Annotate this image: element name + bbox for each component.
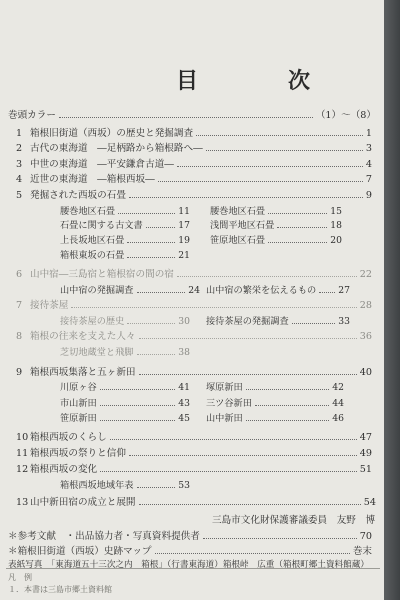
leader-dots [129,197,363,198]
toc-entry[interactable] [16,494,376,508]
entry-page: 54 [363,497,376,508]
toc-subentry[interactable] [210,217,342,231]
toc-subentry[interactable] [60,395,190,409]
subentry-label: 山中宿の繁栄を伝えるもの [206,285,317,296]
leader-dots [100,420,176,421]
entry-label: ＊参考文献 ・出品協力者・写真資料提供者 [8,531,200,542]
subentry-label: 芝切地蔵堂と飛脚 [60,347,134,358]
leader-dots [155,553,350,554]
entry-number: 1 [16,128,23,139]
subentry-label: 腰巻地区石畳 [210,206,266,217]
notes-line: １．本書は三島市郷土資料館 [8,585,112,594]
toc-entry[interactable] [16,156,372,170]
toc-subentry[interactable] [210,203,342,217]
toc-subentry[interactable] [60,217,190,231]
entry-label: 山中新田宿の成立と展開 [30,497,136,508]
toc-subentry[interactable] [60,282,200,296]
subentry-label: 三ツ谷新田 [206,398,252,409]
book-spine-shadow [384,0,400,600]
page-title: 目 次 [176,68,345,94]
leader-dots [127,323,175,324]
toc-subentry[interactable] [206,379,344,393]
entry-page: 22 [359,269,372,280]
subentry-label: 上長坂地区石畳 [60,235,125,246]
toc-subentry[interactable] [60,477,190,491]
toc-subentry[interactable] [206,313,350,327]
toc-entry[interactable] [16,461,372,475]
entry-number: 13 [16,497,29,508]
entry-page: 4 [365,159,372,170]
leader-dots [177,276,357,277]
subentry-label: 市山新田 [60,398,97,409]
entry-label: 中世の東海道 ―平安鎌倉古道― [30,159,174,170]
subentry-label: 笹原新田 [60,413,97,424]
toc-subentry[interactable] [60,247,190,261]
entry-number: 11 [16,448,29,459]
entry-page: 49 [359,448,372,459]
toc-entry[interactable] [16,297,372,311]
subentry-page: 30 [178,316,190,327]
toc-entry[interactable] [16,429,372,443]
leader-dots [139,504,361,505]
entry-page: 70 [359,531,372,542]
entry-label: 箱根西坂のくらし [30,432,107,443]
entry-number: 12 [16,464,29,475]
leader-dots [139,374,357,375]
entry-number: 8 [16,331,23,342]
leader-dots [158,181,363,182]
toc-entry[interactable] [16,171,372,185]
explanatory-notes [6,568,380,600]
leader-dots [59,117,313,118]
leader-dots [319,292,335,293]
subentry-label: 川原ヶ谷 [60,382,97,393]
subentry-label: 笹原地区石畳 [210,235,266,246]
subentry-page: 11 [178,206,190,217]
leader-dots [71,307,356,308]
leader-dots [203,538,357,539]
entry-label: 近世の東海道 ―箱根西坂― [30,174,155,185]
leader-dots [129,455,357,456]
subentry-label: 山中宿の発掘調査 [60,285,134,296]
subentry-page: 20 [330,235,342,246]
toc-subentry[interactable] [60,313,190,327]
subentry-label: 箱根西坂地域年表 [60,480,134,491]
subentry-page: 15 [330,206,342,217]
entry-page: 47 [359,432,372,443]
subentry-page: 43 [178,398,190,409]
entry-label: ＊箱根旧街道（西坂）史跡マップ [8,546,152,557]
entry-page: （1）〜（8） [315,110,376,121]
subentry-label: 箱根東坂の石畳 [60,250,125,261]
leader-dots [206,150,363,151]
leader-dots [246,420,330,421]
toc-subentry[interactable] [60,232,190,246]
toc-subentry[interactable] [60,203,190,217]
entry-label: 山中宿―三島宿と箱根宿の間の宿 [30,269,174,280]
author-credit: 三島市文化財保護審議委員 友野 博 [212,515,376,526]
toc-entry[interactable] [16,140,372,154]
leader-dots [100,389,176,390]
entry-page: 36 [359,331,372,342]
toc-entry[interactable] [16,125,372,139]
leader-dots [137,487,176,488]
entry-page: 3 [365,143,372,154]
subentry-page: 18 [330,220,342,231]
notes-heading: 凡 例 [8,573,32,582]
entry-page: 40 [359,367,372,378]
subentry-page: 53 [178,480,190,491]
leader-dots [246,389,330,390]
toc-entry[interactable] [16,187,372,201]
leader-dots [137,354,176,355]
leader-dots [100,405,176,406]
toc-entry[interactable] [8,107,376,121]
subentry-label: 浅間平地区石畳 [210,220,275,231]
toc-subentry[interactable] [60,410,190,424]
entry-number: 9 [16,367,23,378]
subentry-page: 38 [178,347,190,358]
leader-dots [110,439,357,440]
subentry-page: 33 [338,316,350,327]
toc-entry[interactable] [8,528,372,542]
subentry-page: 44 [332,398,344,409]
toc-subentry[interactable] [206,410,344,424]
entry-number: 3 [16,159,23,170]
leader-dots [137,292,186,293]
entry-page: 1 [365,128,372,139]
leader-dots [127,242,175,243]
leader-dots [118,213,175,214]
subentry-page: 17 [178,220,190,231]
entry-label: 発掘された西坂の石畳 [30,190,126,201]
entry-label: 箱根西坂集落と五ヶ新田 [30,367,136,378]
leader-dots [292,323,336,324]
entry-page: 51 [359,464,372,475]
toc-subentry[interactable] [60,344,190,358]
subentry-page: 24 [188,285,200,296]
cover-photo-credit: 表紙写真 「東海道五十三次之内 箱根」（行書東海道）箱根峠 広重（箱根町郷土資料館蔵） [8,560,369,570]
entry-label: 巻頭カラー [8,110,56,121]
toc-entry[interactable] [16,364,372,378]
entry-page: 28 [359,300,372,311]
entry-page: 9 [365,190,372,201]
leader-dots [177,166,363,167]
toc-subentry[interactable] [206,395,344,409]
entry-number: 10 [16,432,29,443]
leader-dots [268,242,327,243]
entry-number: 5 [16,190,23,201]
leader-dots [127,257,175,258]
entry-label: 箱根西坂の祭りと信仰 [30,448,126,459]
subentry-page: 27 [338,285,350,296]
entry-number: 6 [16,269,23,280]
leader-dots [100,471,357,472]
subentry-page: 46 [332,413,344,424]
entry-number: 7 [16,300,23,311]
subentry-label: 山中新田 [206,413,243,424]
entry-label: 箱根西坂の変化 [30,464,98,475]
entry-page: 巻末 [352,546,372,557]
toc-subentry[interactable] [206,282,350,296]
toc-entry[interactable] [16,445,372,459]
subentry-label: 腰巻地区石畳 [60,206,116,217]
entry-number: 2 [16,143,23,154]
subentry-label: 塚原新田 [206,382,243,393]
subentry-page: 42 [332,382,344,393]
leader-dots [268,213,327,214]
leader-dots [277,227,327,228]
entry-label: 接待茶屋 [30,300,69,311]
entry-label: 箱根旧街道（西坂）の歴史と発掘調査 [30,128,194,139]
subentry-page: 41 [178,382,190,393]
subentry-label: 接待茶屋の発掘調査 [206,316,289,327]
toc-subentry[interactable] [210,232,342,246]
toc-entry[interactable] [16,328,372,342]
entry-label: 箱根の往来を支えた人々 [30,331,136,342]
entry-label: 古代の東海道 ―足柄路から箱根路へ― [30,143,203,154]
leader-dots [255,405,329,406]
entry-page: 7 [365,174,372,185]
leader-dots [196,135,363,136]
subentry-label: 接待茶屋の歴史 [60,316,125,327]
toc-entry[interactable] [16,266,372,280]
subentry-label: 石畳に関する古文書 [60,220,143,231]
toc-subentry[interactable] [60,379,190,393]
subentry-page: 21 [178,250,190,261]
leader-dots [139,338,357,339]
subentry-page: 19 [178,235,190,246]
toc-entry[interactable] [8,543,372,557]
entry-number: 4 [16,174,23,185]
leader-dots [146,227,176,228]
subentry-page: 45 [178,413,190,424]
